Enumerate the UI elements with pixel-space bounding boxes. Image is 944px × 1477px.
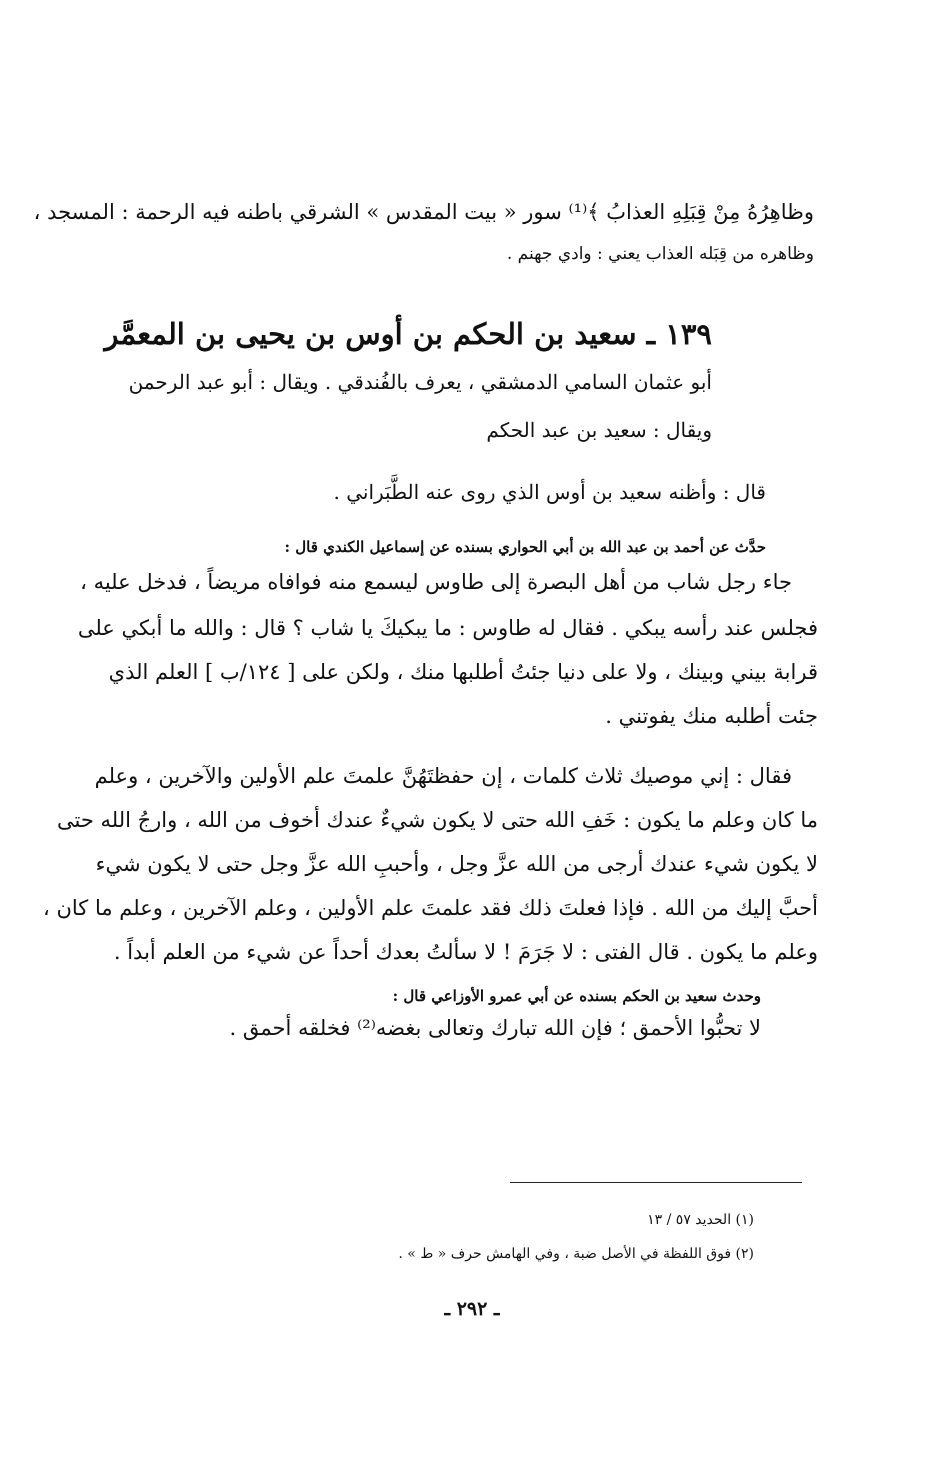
narration-line: فقال : إني موصيك ثلاث كلمات ، إن حفظتَهُنَّ علمتَ علم الأولين والآخرين ، وعلم <box>94 764 792 788</box>
footnote-separator <box>510 1182 802 1183</box>
narration-line: قرابة بيني وبينك ، ولا على دنيا جئتُ أطلبها منك ، ولكن على [ ١٢٤/ب ] العلم الذي <box>108 660 818 684</box>
footnote-2: (٢) فوق اللفظة في الأصل ضبة ، وفي الهامش حرف « ط » . <box>398 1246 754 1262</box>
footnote-1: (١) الحديد ٥٧ / ١٣ <box>647 1212 754 1228</box>
narration-line: ما كان وعلم ما يكون : خَفِ الله حتى لا يكون شيءٌ عندك أخوف من الله ، وارجُ الله حتى <box>56 808 818 832</box>
entry-title: ١٣٩ ـ سعيد بن الحكم بن أوس بن يحيى بن المعمَّر <box>104 317 712 351</box>
narration-header-2: وحدث سعيد بن الحكم بسنده عن أبي عمرو الأوزاعي قال : <box>392 987 761 1005</box>
narration-line: فجلس عند رأسه يبكي . فقال له طاوس : ما يبكيكَ يا شاب ؟ قال : والله ما أبكي على <box>77 616 818 640</box>
narration-line: لا تحبُّوا الأحمق ؛ فإن الله تبارك وتعالى بغضه⁽²⁾ فخلقه أحمق . <box>229 1016 761 1040</box>
page-number: ـ ٢٩٢ ـ <box>444 1298 500 1320</box>
entry-note: قال : وأظنه سعيد بن أوس الذي روى عنه الطَّبَراني . <box>333 480 766 504</box>
narration-line: جاء رجل شاب من أهل البصرة إلى طاوس ليسمع منه فوافاه مريضاً ، فدخل عليه ، <box>80 570 792 594</box>
narration-line: وعلم ما يكون . قال الفتى : لا جَرَمَ ! لا سألتُ بعدك أحداً عن شيء من العلم أبداً . <box>113 940 818 964</box>
narration-header-1: حدَّث عن أحمد بن عبد الله بن أبي الحواري بسنده عن إسماعيل الكندي قال : <box>284 538 766 556</box>
entry-alt-name: ويقال : سعيد بن عبد الحكم <box>486 418 712 442</box>
narration-line: أحبَّ إليك من الله . فإذا فعلتَ ذلك فقد علمتَ علم الأولين ، وعلم الآخرين ، وعلم ما كان ، <box>43 896 818 920</box>
narration-line: لا يكون شيء عندك أرجى من الله عزَّ وجل ، وأحببِ الله عزَّ وجل حتى لا يكون شيء <box>95 852 818 876</box>
narration-line: جئت أطلبه منك يفوتني . <box>605 704 818 728</box>
entry-kunya: أبو عثمان السامي الدمشقي ، يعرف بالفُندقي . ويقال : أبو عبد الرحمن <box>128 370 712 394</box>
top-text-line-1: وظاهِرُهُ مِنْ قِبَلِهِ العذابُ ﴾⁽¹⁾ سور « بيت المقدس » الشرقي باطنه فيه الرحمة : المسجد ، <box>33 200 814 224</box>
top-text-line-2: وظاهره من قِبَله العذاب يعني : وادي جهنم . <box>506 244 814 264</box>
